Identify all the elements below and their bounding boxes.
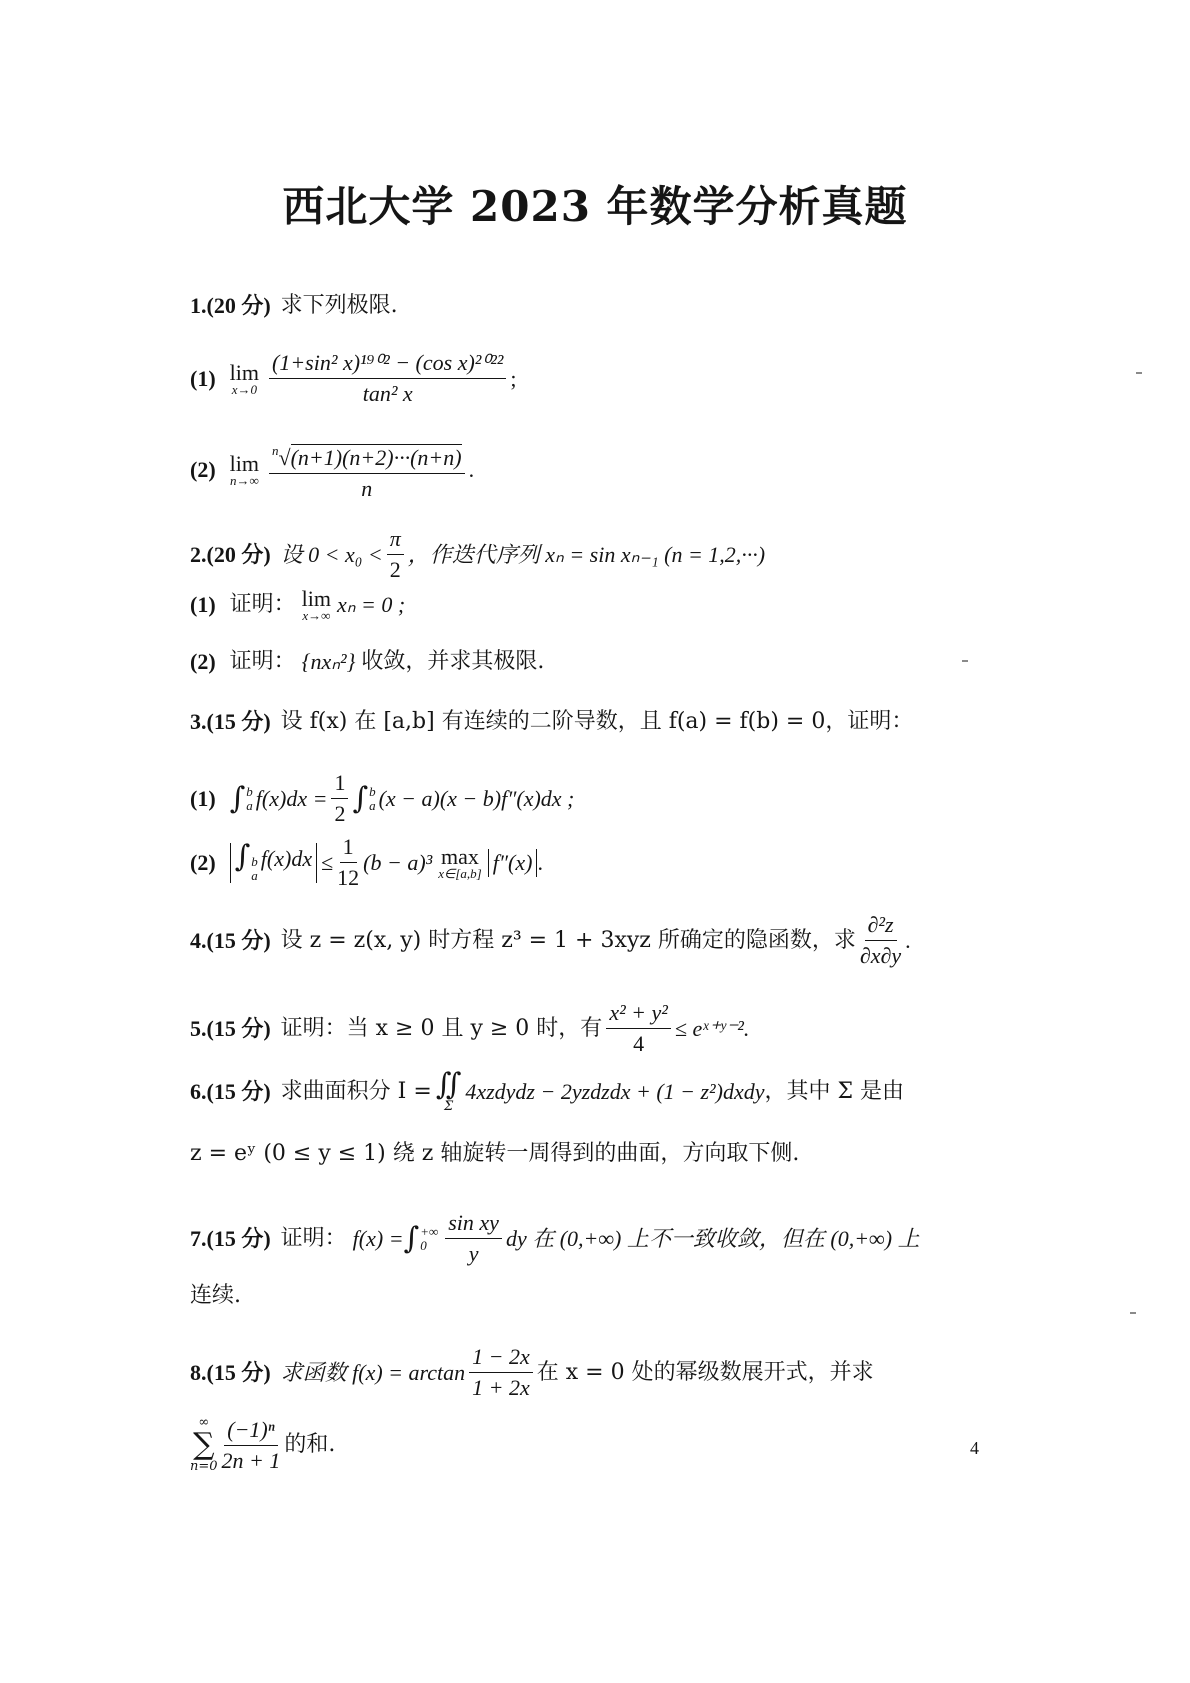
part-label: (2) — [190, 457, 216, 482]
question-6-line-2: z = eʸ (0 ≤ y ≤ 1) 绕 z 轴旋转一周得到的曲面，方向取下侧. — [190, 1141, 800, 1166]
question-1-text: 求下列极限. — [280, 293, 398, 318]
question-4: 4.(15 分) 设 z = z(x, y) 时方程 z³ = 1 + 3xyz 所确定的隐函数，求 $\frac{\text{∂²z}}{\partial x\partial y}$ . — [190, 912, 911, 968]
page-title: 西北大学 2023 年数学分析真题 — [282, 182, 908, 231]
scan-mark — [962, 660, 968, 662]
question-6-number: 6.(15 分) — [190, 1079, 271, 1104]
part-label: (1) — [190, 365, 216, 391]
scan-mark — [1136, 372, 1142, 374]
limit-fraction: $\frac{^n√(n+1)(n+2)\cdot\cdot\cdot(n+n)}{n}$ — [269, 438, 465, 502]
question-5-number: 5.(15 分) — [190, 1015, 271, 1041]
question-8: 8.(15 分) 求函数 f(x) = arctan $\frac{1 - 2x}{1 + 2x}$ 在 x = 0 处的幂级数展开式，并求 — [190, 1344, 874, 1400]
integral-sign: ∫ — [403, 1220, 420, 1256]
page-number: 4 — [970, 1438, 979, 1458]
question-3-part-2: (2) ∫ b a f(x)dx ≤ $\frac{1}{12}$ (b − a)³ max x∈[a,b] f″(x) . — [190, 834, 543, 890]
integral-sign: ∫ — [229, 780, 246, 816]
question-1-part-1: (1) lim x→0 $\frac{\text{(1+sin² x)¹⁹⁰² − (cos x)²⁰²²}}{\text{tan² x}}$ ; — [190, 350, 517, 406]
question-2-number: 2.(20 分) — [190, 541, 271, 567]
question-2-part-2: (2) 证明： {nxₙ²} 收敛，并求其极限. — [190, 649, 545, 674]
limit-operator: lim x→0 — [229, 359, 259, 397]
question-7-line-2: 连续. — [190, 1283, 241, 1308]
question-1 — [190, 292, 398, 320]
limit-operator: lim n→∞ — [229, 451, 259, 488]
question-2-part-1: (1) 证明： lim x→∞ xₙ = 0 ; — [190, 586, 406, 623]
scan-mark — [1130, 1312, 1136, 1314]
question-7: 7.(15 分) 证明： f(x) = ∫ +∞ 0 $\frac{\text{sin xy}}{y}$ dy 在 (0,+∞) 上不一致收敛，但在 (0,+∞) 上 — [190, 1210, 920, 1266]
question-3-part-1: (1) ∫ b a f(x)dx = $\frac{1}{2}$ ∫ b a (x − a)(x − b)f″(x)dx ; — [190, 770, 575, 826]
surface-integral-sign: ∬ Σ — [435, 1067, 462, 1114]
question-1-part-2: (2) lim n→∞ $\frac{^n√(n+1)(n+2)\cdot\cdot\cdot(n+n)}{n}$ . — [190, 438, 474, 502]
question-3: 3.(15 分) 设 f(x) 在 [a,b] 有连续的二阶导数，且 f(a) = f(b) = 0，证明： — [190, 709, 914, 734]
question-1-number: 1.(20 分) — [190, 293, 271, 318]
question-8-number: 8.(15 分) — [190, 1359, 271, 1385]
question-5: 5.(15 分) 证明：当 x ≥ 0 且 y ≥ 0 时，有 $\frac{\text{x² + y²}}{4}$ ≤ eˣ⁺ʸ⁻². — [190, 1000, 750, 1056]
limit-fraction: $\frac{\text{(1+sin² x)¹⁹⁰² − (cos x)²⁰²²}}{\text{tan² x}}$ — [269, 350, 506, 407]
question-4-number: 4.(15 分) — [190, 927, 271, 953]
question-2: 2.(20 分) 设 0 < x₀ < $\frac{\pi}{2}$ ，作迭代序列 xₙ = sin xₙ₋₁ (n = 1,2,···) — [190, 526, 766, 582]
question-3-number: 3.(15 分) — [190, 709, 271, 734]
integral-sign: ∫ — [234, 838, 251, 874]
question-6: 6.(15 分) 求曲面积分 I = ∬ Σ 4xzdydz − 2yzdzdx + (1 − z²)dxdy ，其中 Σ 是由 — [190, 1067, 905, 1114]
question-8-line-2: ∞ ∑ n=0 $\frac{\text{(−1)ⁿ}}{2n + 1}$ 的和. — [190, 1415, 336, 1474]
integral-sign: ∫ — [352, 780, 369, 816]
question-7-number: 7.(15 分) — [190, 1225, 271, 1251]
summation-sign: ∞ ∑ n=0 — [190, 1415, 218, 1474]
